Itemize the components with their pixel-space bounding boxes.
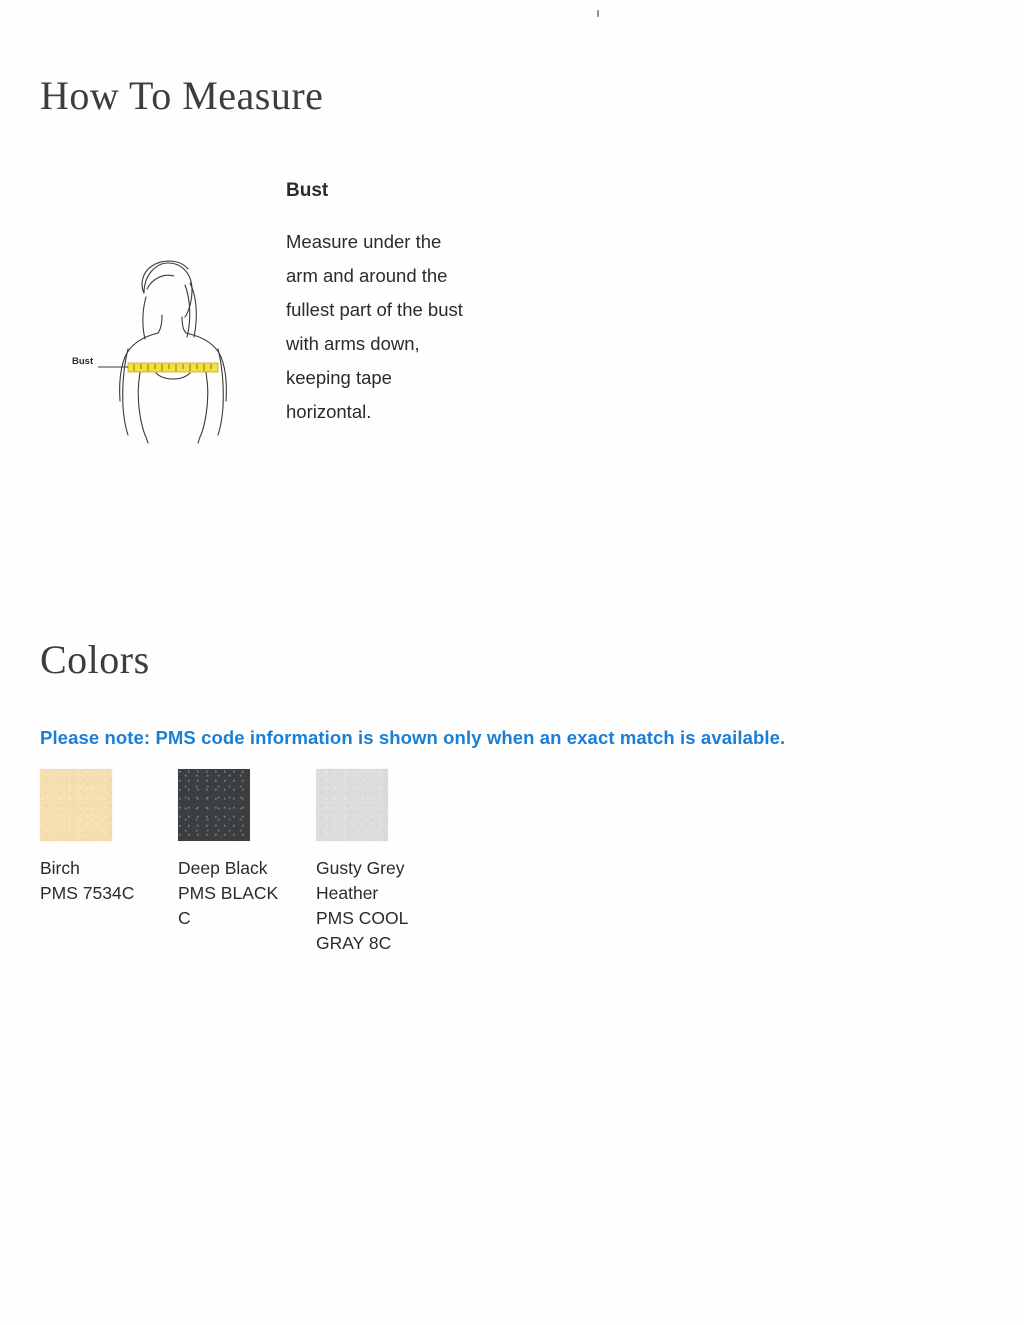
color-pms-code: PMS BLACK C — [178, 883, 279, 928]
color-chip-deep-black[interactable] — [178, 769, 250, 841]
color-swatch-item[interactable] — [40, 769, 178, 956]
bust-measurement-diagram — [70, 245, 260, 445]
pms-availability-note — [40, 727, 785, 749]
measure-text-block — [286, 180, 496, 429]
color-name: Birch — [40, 858, 80, 878]
color-chip-gusty-grey-heather[interactable] — [316, 769, 388, 841]
scan-artifact-speck — [597, 10, 599, 17]
measure-block — [60, 180, 530, 520]
how-to-measure-heading: How To Measure — [40, 73, 324, 118]
pms-note-label: Please note: — [40, 727, 151, 748]
measurement-name: Bust — [286, 180, 329, 201]
color-name: Deep Black — [178, 858, 268, 878]
color-chip-birch[interactable] — [40, 769, 112, 841]
color-name: Gusty Grey Heather — [316, 858, 405, 903]
color-swatch-row — [40, 769, 540, 956]
color-pms-code: PMS COOL GRAY 8C — [316, 908, 408, 953]
color-swatch-item[interactable] — [316, 769, 454, 956]
measuring-tape — [98, 363, 218, 372]
color-pms-code: PMS 7534C — [40, 883, 135, 903]
body-figure-illustration — [70, 245, 260, 445]
pms-note-text: PMS code information is shown only when an exact match is available. — [155, 727, 786, 748]
diagram-bust-label: Bust — [72, 356, 94, 367]
colors-heading: Colors — [40, 637, 150, 682]
color-swatch-item[interactable] — [178, 769, 316, 956]
measurement-instructions: Measure under the arm and around the fullest part of the bust with arms down, keeping tape horizontal. — [286, 230, 463, 422]
